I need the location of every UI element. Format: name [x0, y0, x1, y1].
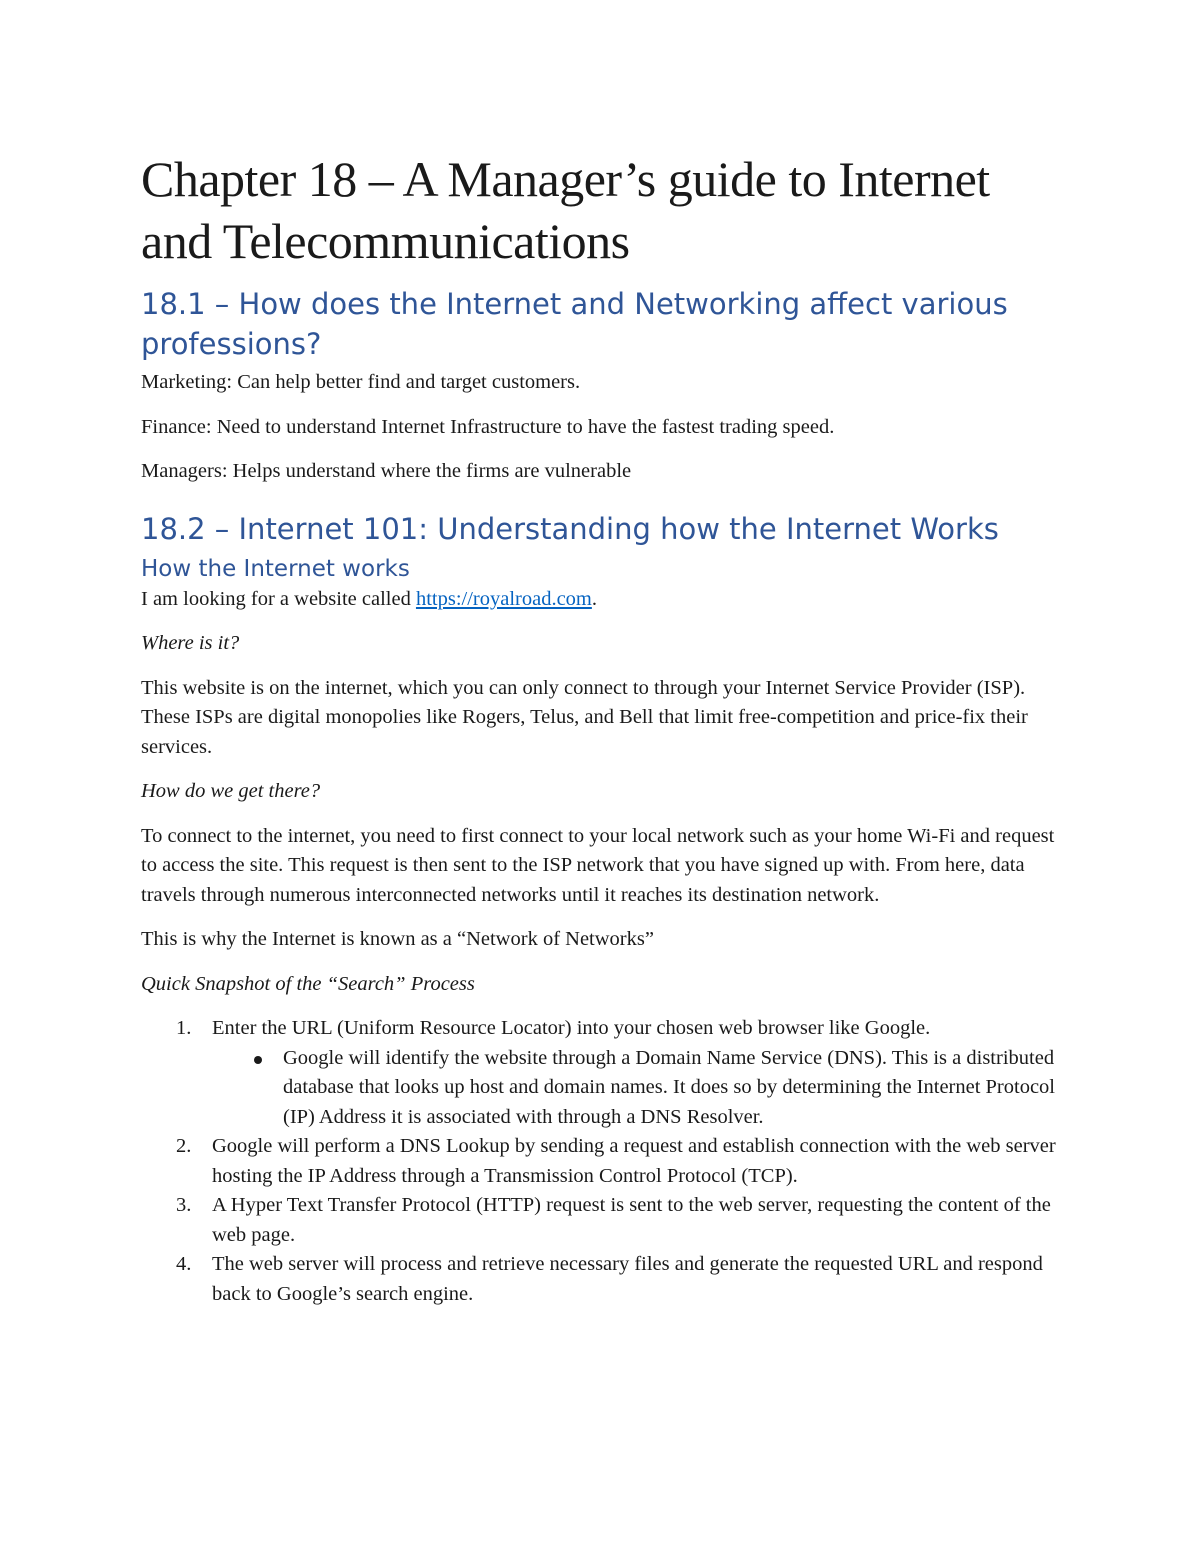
- question-where-is-it: Where is it?: [141, 632, 240, 654]
- list-item-step-4: [176, 1250, 1061, 1309]
- sub-list: [212, 1044, 1061, 1133]
- step-text: Google will perform a DNS Lookup by sending a request and establish connection with the web server hosting the IP Address through a Transmission Control Protocol (TCP).: [212, 1135, 1056, 1187]
- step-number: 3.: [176, 1194, 192, 1216]
- paragraph-managers: Managers: Helps understand where the firms are vulnerable: [141, 460, 632, 482]
- paragraph-connect: To connect to the internet, you need to first connect to your local network such as your home Wi-Fi and request to access the site. This request is then sent to the ISP network that you have signed up with. From here, data travels through numerous interconnected networks until it reaches its destination network.: [141, 824, 1055, 906]
- sub-item-text: Google will identify the website through a Domain Name Service (DNS). This is a distributed database that looks up host and domain names. It does so by determining the Internet Protocol (IP) Address it is associated with through a DNS Resolver.: [283, 1046, 1056, 1128]
- document-body: [141, 148, 1061, 1309]
- section-heading-18-2: 18.2 – Internet 101: Understanding how the Internet Works: [141, 511, 999, 546]
- list-item-step-2: [176, 1132, 1061, 1191]
- step-text: The web server will process and retrieve necessary files and generate the requested URL and respond back to Google’s search engine.: [212, 1253, 1043, 1305]
- question-how-get-there: How do we get there?: [141, 780, 321, 802]
- list-item-step-3: [176, 1191, 1061, 1250]
- royalroad-link[interactable]: https://royalroad.com: [415, 587, 592, 610]
- paragraph-finance: Finance: Need to understand Internet Infrastructure to have the fastest trading speed.: [141, 415, 835, 438]
- section-heading-18-1: 18.1 – How does the Internet and Networking affect various professions?: [141, 287, 1008, 361]
- intro-text: I am looking for a website called: [141, 587, 416, 610]
- paragraph-intro: [141, 585, 1061, 615]
- step-number: 2.: [176, 1135, 192, 1157]
- step-text: Enter the URL (Uniform Resource Locator) into your chosen web browser like Google.: [212, 1017, 931, 1039]
- document-title: Chapter 18 – A Manager’s guide to Internet and Telecommunications: [141, 151, 990, 269]
- step-number: 4.: [176, 1253, 192, 1275]
- step-text: A Hyper Text Transfer Protocol (HTTP) request is sent to the web server, requesting the content of the web page.: [212, 1194, 1051, 1246]
- question-search-process: Quick Snapshot of the “Search” Process: [141, 972, 475, 995]
- paragraph-isp: This website is on the internet, which you can only connect to through your Internet Service Provider (ISP). These ISPs are digital monopolies like Rogers, Telus, and Bell that limit free-competition and price-fix their services.: [141, 676, 1028, 758]
- subheading-how-internet-works: How the Internet works: [141, 555, 410, 582]
- paragraph-network-of-networks: This is why the Internet is known as a “Network of Networks”: [141, 928, 654, 950]
- paragraph-marketing: Marketing: Can help better find and target customers.: [141, 371, 581, 393]
- list-item-step-1: [176, 1014, 1061, 1132]
- sub-list-item: [283, 1044, 1061, 1133]
- search-process-list: [141, 1014, 1061, 1309]
- bullet-icon: [254, 1056, 262, 1064]
- intro-end: .: [591, 587, 597, 610]
- step-number: 1.: [176, 1017, 192, 1039]
